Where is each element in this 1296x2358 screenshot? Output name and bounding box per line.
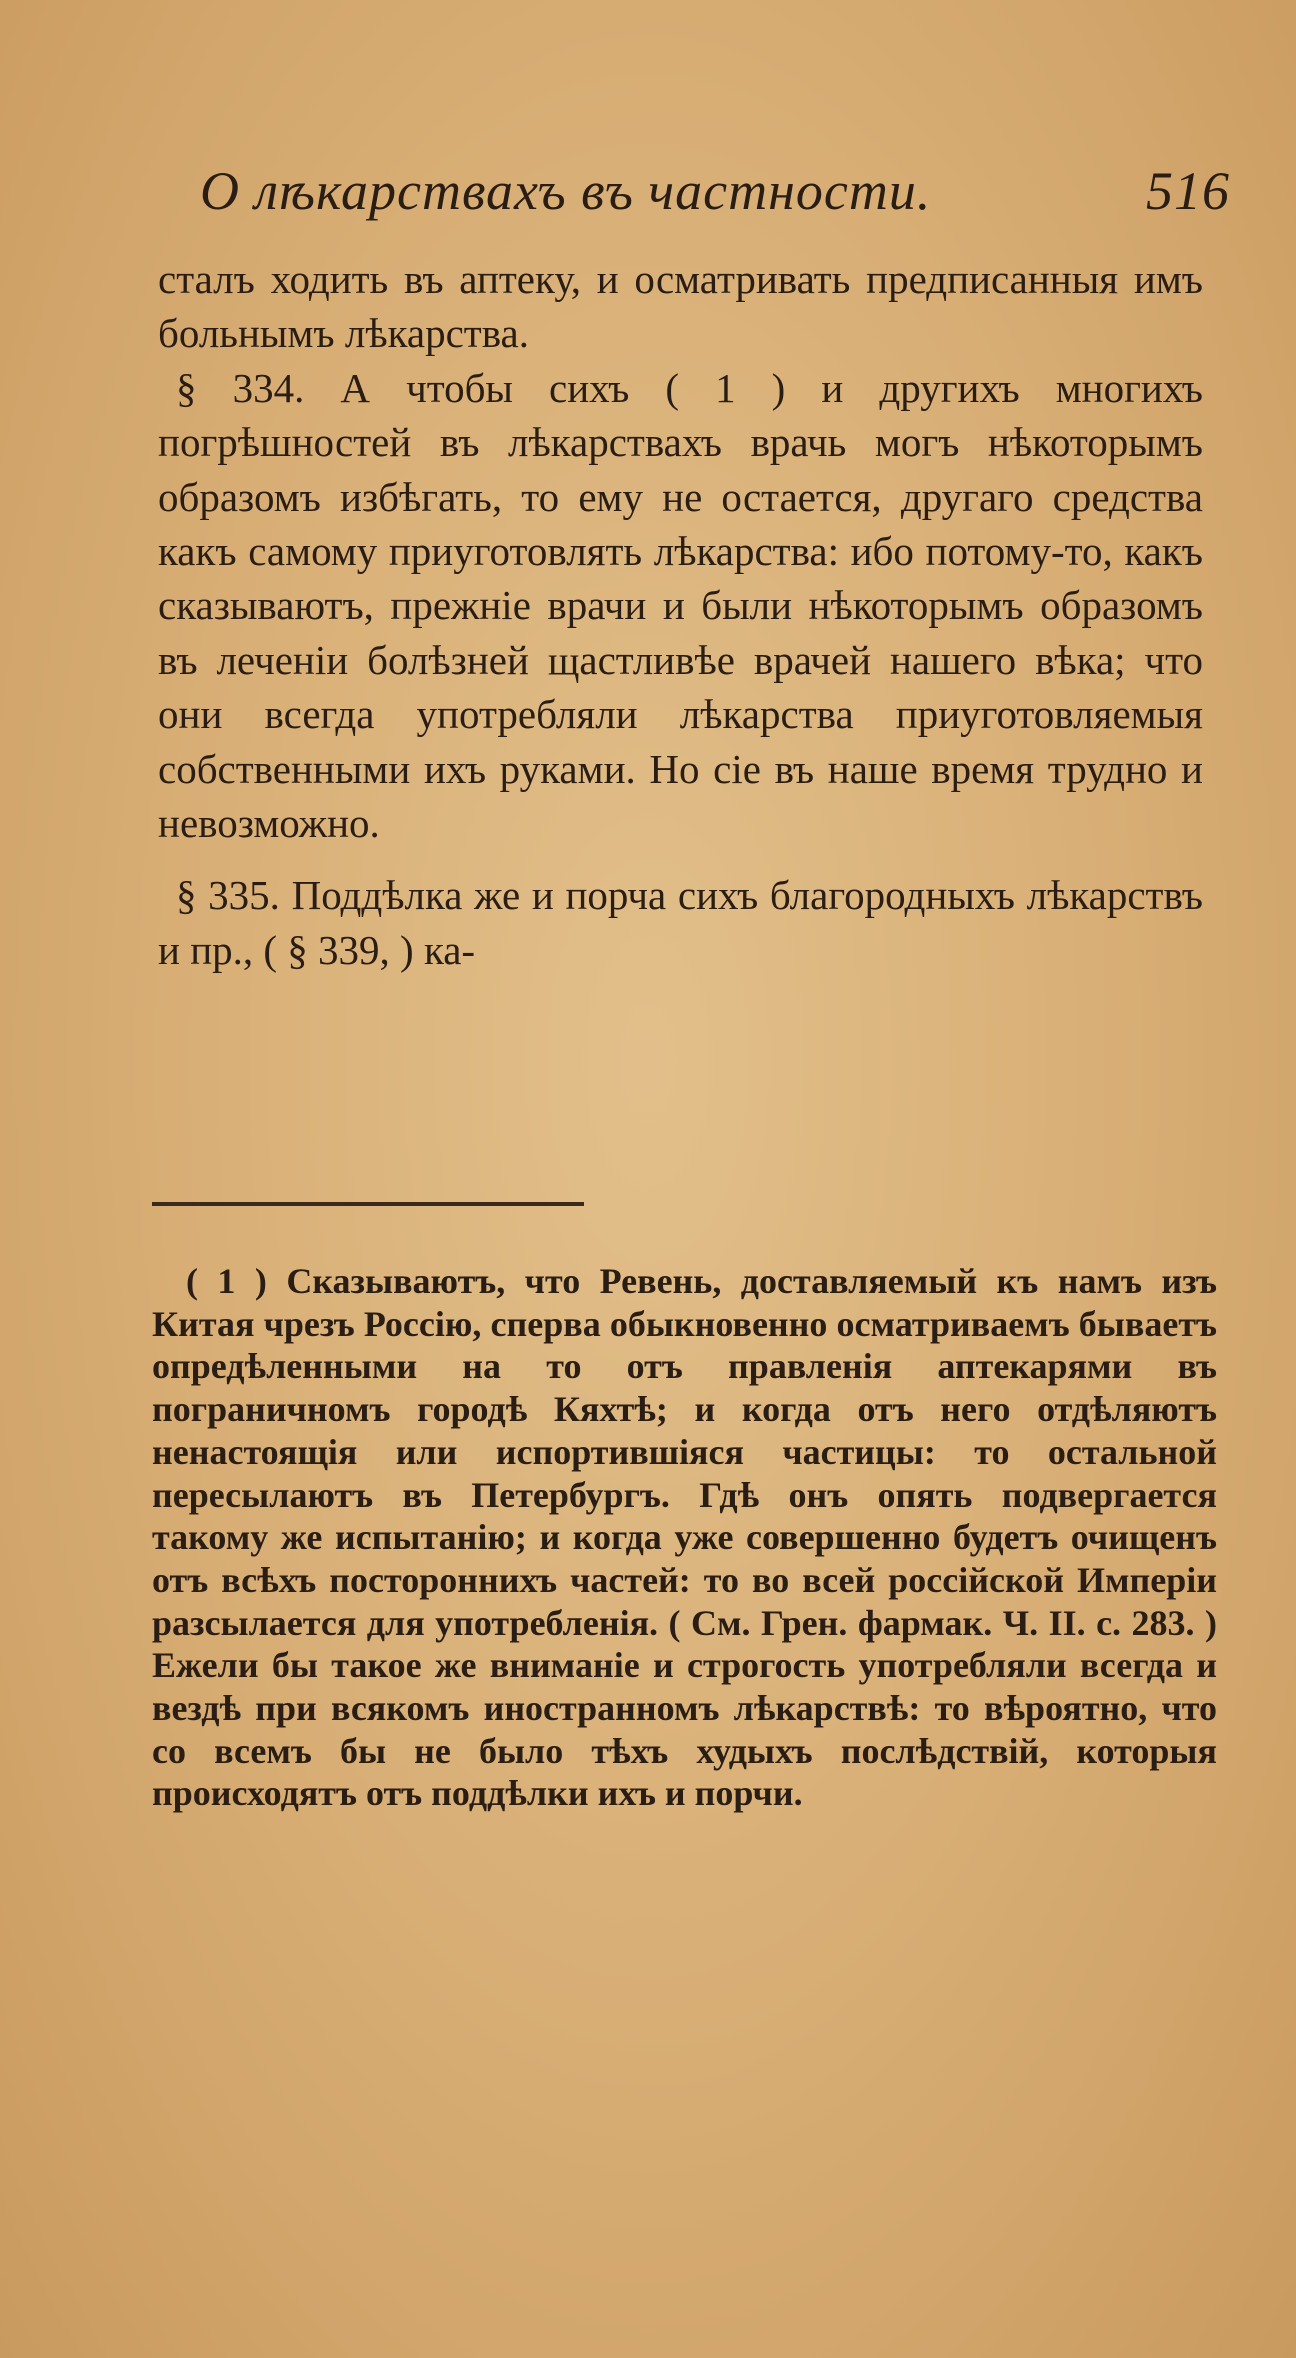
footnote-separator	[152, 1202, 584, 1206]
running-header	[190, 160, 1250, 240]
paragraph-335: § 335. Поддѣлка же и порча сихъ благородныхъ лѣкарствъ и пр., ( § 339, ) ка-	[158, 872, 1203, 973]
footnote-text: ( 1 ) Сказываютъ, что Ревень, доставляемый къ намъ изъ Китая чрезъ Россiю, сперва обыкновенно осматриваемъ бываетъ опредѣленными на то отъ правленiя аптекарями въ пограничномъ городѣ Кяхтѣ; и когда отъ него отдѣляютъ ненастоящiя или испортившiяся частицы: то остальной пересылаютъ въ Петербургъ. Гдѣ онъ опять подвергается такому же испытанiю; и когда уже совершенно будетъ очищенъ отъ всѣхъ постороннихъ частей: то во всей россiйской Имперiи разсылается для употребленiя. ( См. Грен. фармак. Ч. II. с. 283. ) Ежели бы такое же вниманiе и строгость употребляли всегда и вездѣ при всякомъ иностранномъ лѣкарствѣ: то вѣроятно, что со всемъ бы не было тѣхъ худыхъ послѣдствiй, которыя происходятъ отъ поддѣлки ихъ и порчи.	[152, 1261, 1217, 1814]
running-title: О лѣкарствахъ въ частности.	[200, 161, 932, 221]
paragraph-continuation: сталъ ходить въ аптеку, и осматривать предписанныя имъ больнымъ лѣкарства.	[158, 256, 1203, 357]
main-text	[158, 252, 1203, 977]
paragraph-334: § 334. А чтобы сихъ ( 1 ) и другихъ многихъ погрѣшностей въ лѣкарствахъ врачь могъ нѣкоторымъ образомъ избѣгать, то ему не остается, другаго средства какъ самому приуготовлять лѣкарства: ибо потому-то, какъ сказываютъ, прежнiе врачи и были нѣкоторымъ образомъ въ леченiи болѣзней щастливѣе врачей нашего вѣка; что они всегда употребляли лѣкарства приуготовляемыя собственными ихъ руками. Но сiе въ наше время трудно и невозможно.	[158, 364, 1203, 847]
footnote	[152, 1260, 1217, 1815]
page-number: 516	[1146, 161, 1230, 221]
